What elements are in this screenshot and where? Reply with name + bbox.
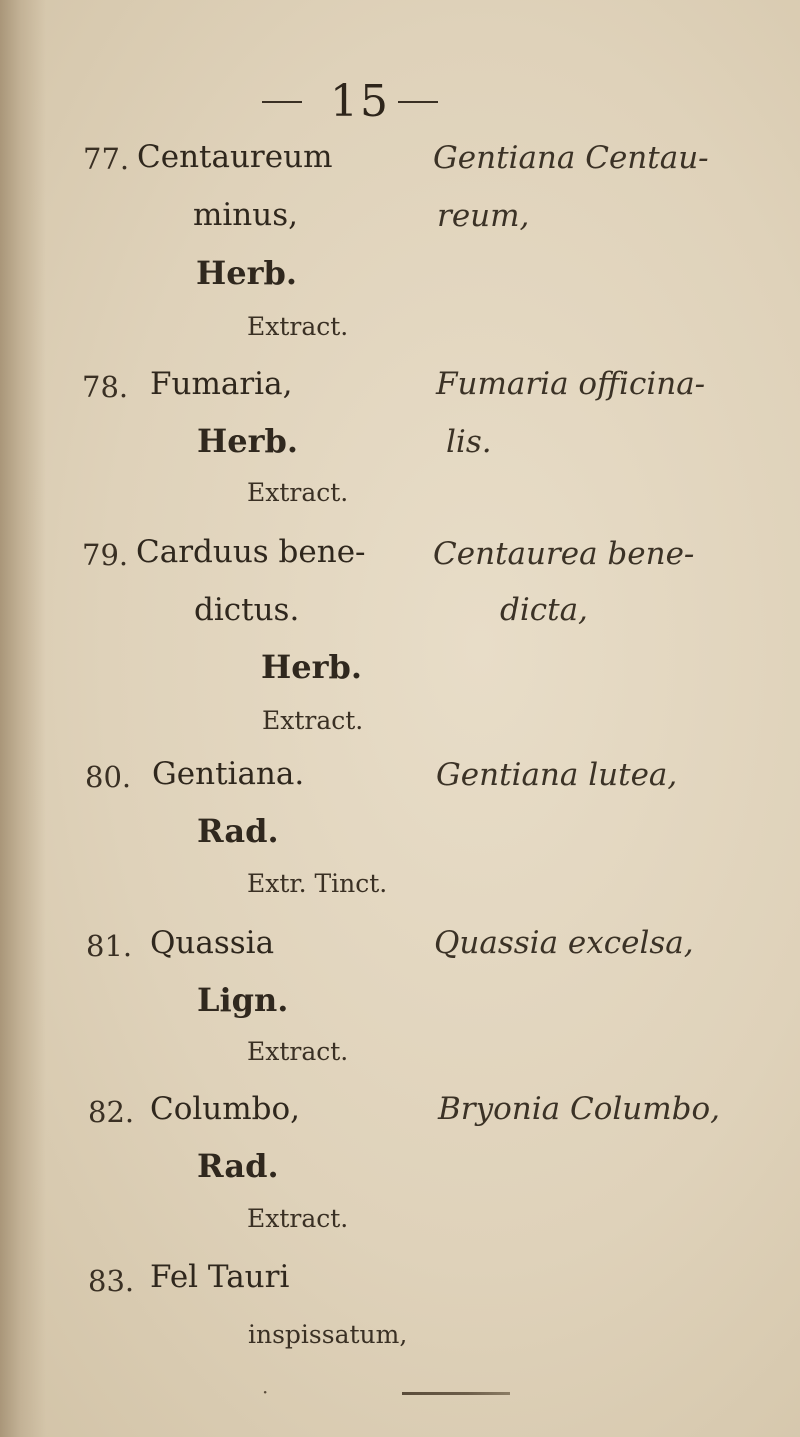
header-dash-right bbox=[398, 101, 438, 103]
entry-name: Carduus bene- bbox=[136, 534, 366, 570]
latin-name-continued: lis. bbox=[446, 424, 492, 460]
entry-name: Fel Tauri bbox=[150, 1259, 290, 1295]
entry-preparation: Herb. bbox=[196, 254, 297, 292]
latin-name: Centaurea bene- bbox=[433, 536, 695, 572]
latin-name-continued: reum, bbox=[437, 198, 530, 234]
entry-name: Fumaria, bbox=[150, 366, 293, 402]
page-edge-shadow bbox=[0, 0, 46, 1437]
ink-speck: · bbox=[262, 1380, 269, 1404]
entry-preparation: Lign. bbox=[197, 981, 289, 1019]
entry-preparation: Extract. bbox=[247, 1037, 349, 1066]
entry-name: Gentiana. bbox=[152, 756, 305, 792]
entry-preparation: Rad. bbox=[197, 812, 279, 850]
latin-name: Gentiana Centau- bbox=[433, 140, 709, 176]
entry-name: Quassia bbox=[150, 925, 275, 961]
entry-number: 80. bbox=[85, 760, 132, 794]
entry-number: 81. bbox=[86, 929, 133, 963]
entry-preparation: Herb. bbox=[197, 422, 298, 460]
entry-preparation: inspissatum, bbox=[248, 1320, 408, 1349]
entry-preparation: Herb. bbox=[261, 648, 362, 686]
entry-name: Centaureum bbox=[137, 139, 333, 175]
entry-preparation: Rad. bbox=[197, 1147, 279, 1185]
entry-name: Columbo, bbox=[150, 1091, 301, 1127]
latin-name: Bryonia Columbo, bbox=[438, 1091, 721, 1127]
entry-preparation: Extract. bbox=[247, 478, 349, 507]
latin-name: Gentiana lutea, bbox=[436, 757, 678, 793]
entry-preparation: Extract. bbox=[247, 1204, 349, 1233]
entry-name-continued: minus, bbox=[193, 197, 299, 233]
header-dash-left bbox=[262, 101, 302, 103]
end-rule bbox=[402, 1392, 510, 1395]
entry-number: 79. bbox=[82, 538, 129, 572]
latin-name-continued: dicta, bbox=[500, 592, 588, 628]
entry-preparation: Extr. Tinct. bbox=[247, 869, 388, 898]
page-number: 15 bbox=[330, 76, 390, 127]
entry-number: 77. bbox=[83, 142, 130, 176]
entry-number: 83. bbox=[88, 1264, 135, 1298]
entry-preparation: Extract. bbox=[262, 706, 364, 735]
entry-name-continued: dictus. bbox=[194, 592, 300, 628]
entry-number: 82. bbox=[88, 1095, 135, 1129]
latin-name: Quassia excelsa, bbox=[434, 925, 694, 961]
latin-name: Fumaria officina- bbox=[436, 366, 706, 402]
entry-preparation: Extract. bbox=[247, 312, 349, 341]
entry-number: 78. bbox=[82, 370, 129, 404]
